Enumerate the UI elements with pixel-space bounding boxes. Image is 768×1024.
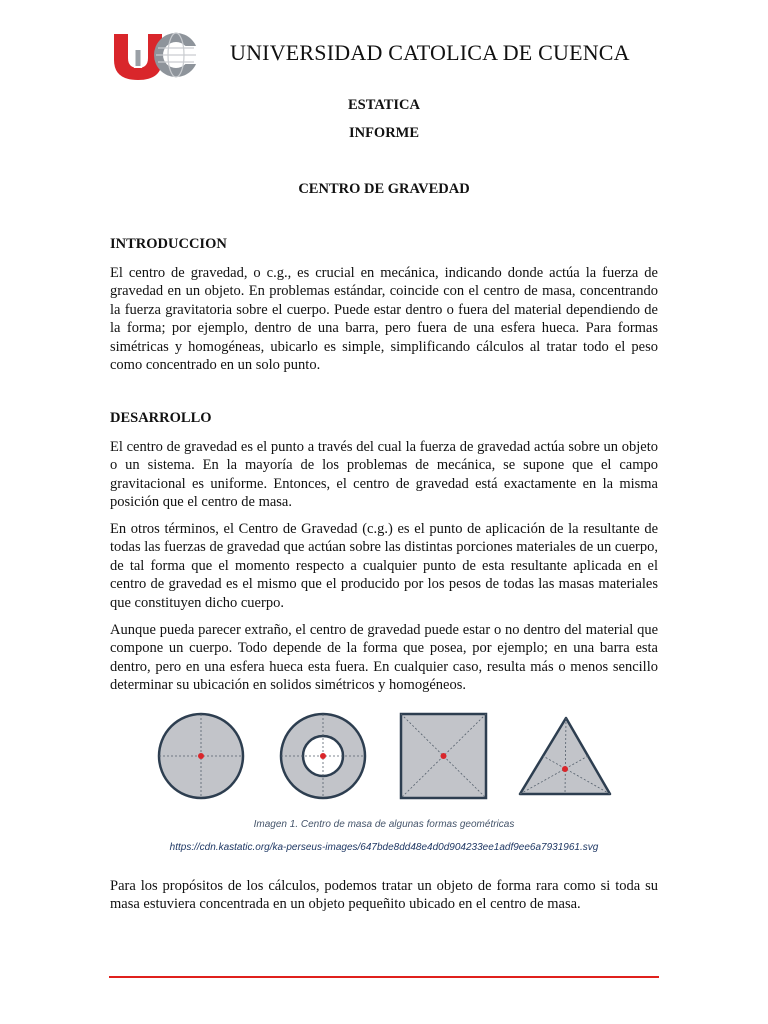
ring-center-dot (320, 753, 326, 759)
figure-source-link[interactable]: https://cdn.kastatic.org/ka-perseus-images/647bde8dd48e4d0d904233ee1adf9ee6a7931961.svg (169, 842, 599, 853)
footer-divider (109, 976, 659, 978)
topic-title: CENTRO DE GRAVEDAD (298, 181, 470, 197)
university-name: UNIVERSIDAD CATOLICA DE CUENCA (230, 40, 630, 65)
university-logo (112, 30, 200, 80)
intro-heading: INTRODUCCION (110, 236, 227, 252)
figure-caption: Imagen 1. Centro de masa de algunas formas geométricas (253, 819, 515, 830)
triangle-center-dot (562, 766, 568, 772)
triangle-shape (520, 718, 610, 794)
closing-paragraph: Para los propósitos de los cálculos, podemos tratar un objeto de forma rara como si toda su masa estuviera concentrada en un objeto pequeñito ubicado en el centro de masa. (110, 878, 658, 913)
circle-center-dot (198, 753, 204, 759)
ring-shape (281, 714, 365, 798)
square-shape (401, 714, 486, 798)
center-of-mass-figure (150, 710, 620, 802)
square-center-dot (441, 753, 447, 759)
solid-circle-shape (159, 714, 243, 798)
document-type: INFORME (348, 125, 420, 141)
desarrollo-paragraph-1: El centro de gravedad es el punto a través del cual la fuerza de gravedad actúa sobre un objeto o un sistema. En la mayoría de los problemas de mecánica, se supone que el campo gravitacional es uniforme. Entonces, el centro de gravedad está exactamente en la misma posición que el centro de masa. (110, 439, 658, 511)
desarrollo-heading: DESARROLLO (110, 410, 212, 426)
course-title: ESTATICA (348, 97, 420, 113)
intro-paragraph: El centro de gravedad, o c.g., es crucial en mecánica, indicando donde actúa la fuerza de gravedad en un objeto. En problemas estándar, coincide con el centro de masa, concentrando la fuerza gravitatoria sobre el cuerpo. Puede estar dentro o fuera del material dependiendo de la forma; por ejemplo, dentro de una barra, pero fuera de una esfera hueca. Para formas simétricas y homogéneas, ubicarlo es simple, simplificando cálculos al tratar todo el peso como concentrado en un solo punto. (110, 265, 658, 374)
desarrollo-paragraph-3: Aunque pueda parecer extraño, el centro de gravedad puede estar o no dentro del material que compone un cuerpo. Todo depende de la forma que posea, por ejemplo; en una barra esta dentro, pero en una esfera hueca esta fuera. En cualquier caso, resulta más o menos sencillo determinar su ubicación en solidos simétricos y homogéneos. (110, 622, 658, 694)
desarrollo-paragraph-2: En otros términos, el Centro de Gravedad (c.g.) es el punto de aplicación de la resultante de todas las fuerzas de gravedad que actúan sobre las distintas porciones materiales de un cuerpo, de tal forma que el momento respecto a cualquier punto de esta resultante aplicada en el centro de gravedad es el mismo que el producido por los pesos de todas las masas materiales que constituyen dicho cuerpo. (110, 521, 658, 611)
